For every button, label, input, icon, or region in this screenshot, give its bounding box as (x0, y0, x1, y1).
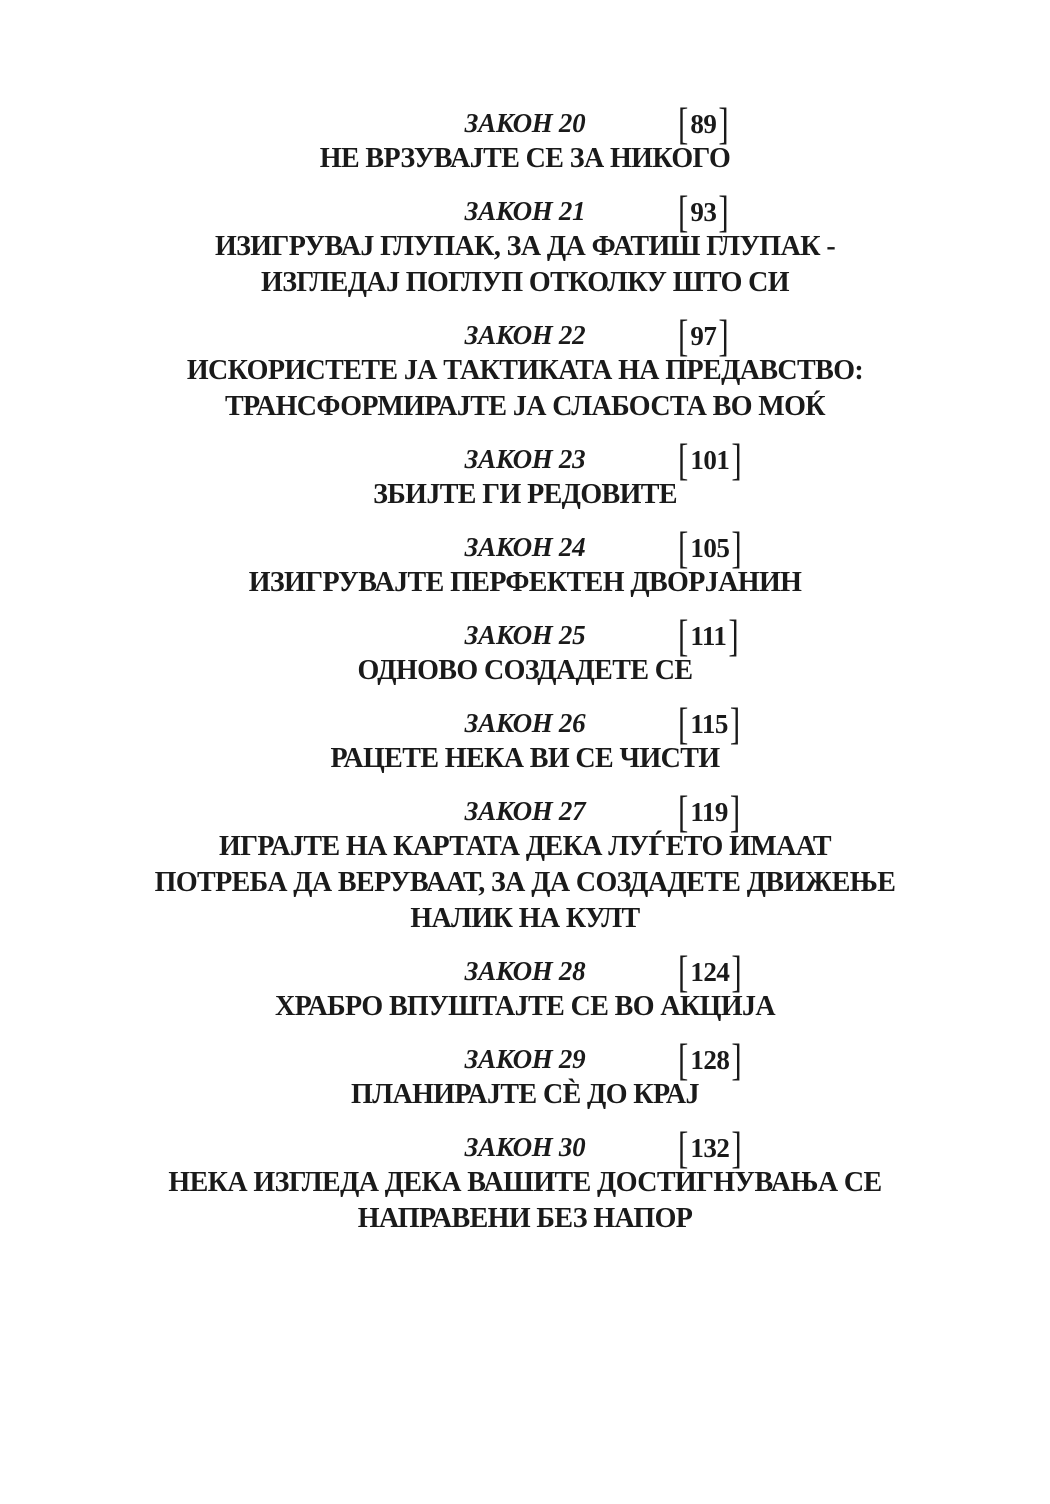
toc-entry (0, 434, 1050, 513)
right-bracket-glyph: ] (729, 698, 741, 748)
law-title (0, 477, 1050, 513)
toc-entry (0, 1122, 1050, 1237)
law-title-line: ОДНОВО СОЗДАДЕТЕ СЕ (357, 655, 693, 686)
page-number (678, 1122, 742, 1172)
page-number (678, 310, 729, 360)
right-bracket-glyph: ] (718, 98, 729, 148)
law-title (0, 141, 1050, 177)
page-number-value: 124 (690, 956, 730, 987)
law-title-line: НЕ ВРЗУВАЈТЕ СЕ ЗА НИКОГО (319, 143, 731, 174)
law-label: ЗАКОН 28 (464, 956, 586, 986)
law-header (0, 434, 1050, 484)
law-title-line: ПОТРЕБА ДА ВЕРУВААТ, ЗА ДА СОЗДАДЕТЕ ДВИЖЕЊЕ (154, 867, 896, 898)
left-bracket-glyph: [ (678, 1034, 689, 1084)
page-number-value: 101 (690, 444, 730, 475)
toc-list (0, 98, 1050, 1237)
law-title-line: РАЦЕТЕ НЕКА ВИ СЕ ЧИСТИ (330, 743, 720, 774)
law-label: ЗАКОН 22 (464, 320, 586, 350)
left-bracket-glyph: [ (678, 186, 689, 236)
law-title-line: НЕКА ИЗГЛЕДА ДЕКА ВАШИТЕ ДОСТИГНУВАЊА СЕ (168, 1167, 882, 1198)
law-header (0, 1122, 1050, 1172)
law-label: ЗАКОН 24 (464, 532, 586, 562)
law-title (0, 741, 1050, 777)
right-bracket-glyph: ] (731, 1122, 742, 1172)
law-label: ЗАКОН 21 (464, 196, 586, 226)
page-number (678, 1034, 742, 1084)
page-number (678, 98, 729, 148)
law-header (0, 698, 1050, 748)
right-bracket-glyph: ] (718, 186, 729, 236)
toc-entry (0, 946, 1050, 1025)
law-title (0, 1165, 1050, 1237)
left-bracket-glyph: [ (678, 786, 689, 836)
law-header (0, 1034, 1050, 1084)
law-title (0, 229, 1050, 301)
law-label: ЗАКОН 30 (464, 1132, 586, 1162)
left-bracket-glyph: [ (678, 946, 689, 996)
law-header (0, 310, 1050, 360)
law-header (0, 946, 1050, 996)
page-number (678, 610, 739, 660)
left-bracket-glyph: [ (678, 522, 689, 572)
toc-entry (0, 186, 1050, 301)
page-number (678, 946, 742, 996)
law-label: ЗАКОН 23 (464, 444, 586, 474)
law-label: ЗАКОН 20 (464, 108, 586, 138)
left-bracket-glyph: [ (678, 698, 689, 748)
law-title-line: ИЗИГРУВАЈ ГЛУПАК, ЗА ДА ФАТИШ ГЛУПАК - (214, 231, 836, 262)
right-bracket-glyph: ] (731, 522, 742, 572)
law-label: ЗАКОН 29 (464, 1044, 586, 1074)
toc-entry (0, 610, 1050, 689)
law-title-line: ПЛАНИРАЈТЕ СЀ ДО КРАЈ (351, 1079, 699, 1110)
page-number-value: 132 (690, 1132, 730, 1163)
law-header (0, 98, 1050, 148)
toc-entry (0, 1034, 1050, 1113)
page-number (678, 434, 742, 484)
page-number-value: 115 (690, 708, 728, 739)
law-title-line: НАЛИК НА КУЛТ (410, 903, 640, 934)
page-number-value: 89 (690, 108, 717, 139)
law-title (0, 829, 1050, 937)
law-header (0, 786, 1050, 836)
left-bracket-glyph: [ (678, 310, 689, 360)
law-label: ЗАКОН 26 (464, 708, 586, 738)
right-bracket-glyph: ] (729, 786, 741, 836)
law-label: ЗАКОН 25 (464, 620, 586, 650)
toc-entry (0, 786, 1050, 937)
law-title-line: ЗБИЈТЕ ГИ РЕДОВИТЕ (373, 479, 677, 510)
left-bracket-glyph: [ (678, 98, 689, 148)
law-title (0, 1077, 1050, 1113)
right-bracket-glyph: ] (731, 434, 742, 484)
page-number-value: 105 (690, 532, 730, 563)
right-bracket-glyph: ] (731, 946, 742, 996)
law-title-line: ТРАНСФОРМИРАЈТЕ ЈА СЛАБОСТА ВО МОЌ (224, 391, 826, 422)
law-header (0, 610, 1050, 660)
toc-entry (0, 310, 1050, 425)
page-number-value: 111 (690, 620, 727, 651)
law-header (0, 186, 1050, 236)
law-header (0, 522, 1050, 572)
page-number-value: 128 (690, 1044, 730, 1075)
page-number (678, 186, 729, 236)
left-bracket-glyph: [ (678, 1122, 689, 1172)
law-label: ЗАКОН 27 (464, 796, 586, 826)
left-bracket-glyph: [ (678, 610, 689, 660)
toc-entry (0, 698, 1050, 777)
page-number-value: 119 (690, 796, 728, 827)
right-bracket-glyph: ] (728, 610, 739, 660)
law-title-line: ИГРАЈТЕ НА КАРТАТА ДЕКА ЛУЃЕТО ИМААТ (219, 831, 831, 862)
toc-entry (0, 522, 1050, 601)
law-title (0, 353, 1050, 425)
toc-entry (0, 98, 1050, 177)
page-number (678, 698, 741, 748)
right-bracket-glyph: ] (718, 310, 729, 360)
law-title-line: ИСКОРИСТЕТЕ ЈА ТАКТИКАТА НА ПРЕДАВСТВО: (186, 355, 864, 386)
right-bracket-glyph: ] (731, 1034, 742, 1084)
law-title-line: ИЗИГРУВАЈТЕ ПЕРФЕКТЕН ДВОРЈАНИН (248, 567, 802, 598)
law-title (0, 653, 1050, 689)
law-title (0, 565, 1050, 601)
law-title (0, 989, 1050, 1025)
left-bracket-glyph: [ (678, 434, 689, 484)
law-title-line: НАПРАВЕНИ БЕЗ НАПОР (357, 1203, 693, 1234)
page-number-value: 93 (690, 196, 717, 227)
page-number (678, 786, 741, 836)
page-number (678, 522, 742, 572)
law-title-line: ХРАБРО ВПУШТАЈТЕ СЕ ВО АКЦИЈА (274, 991, 776, 1022)
law-title-line: ИЗГЛЕДАЈ ПОГЛУП ОТКОЛКУ ШТО СИ (261, 267, 789, 298)
page-number-value: 97 (690, 320, 717, 351)
